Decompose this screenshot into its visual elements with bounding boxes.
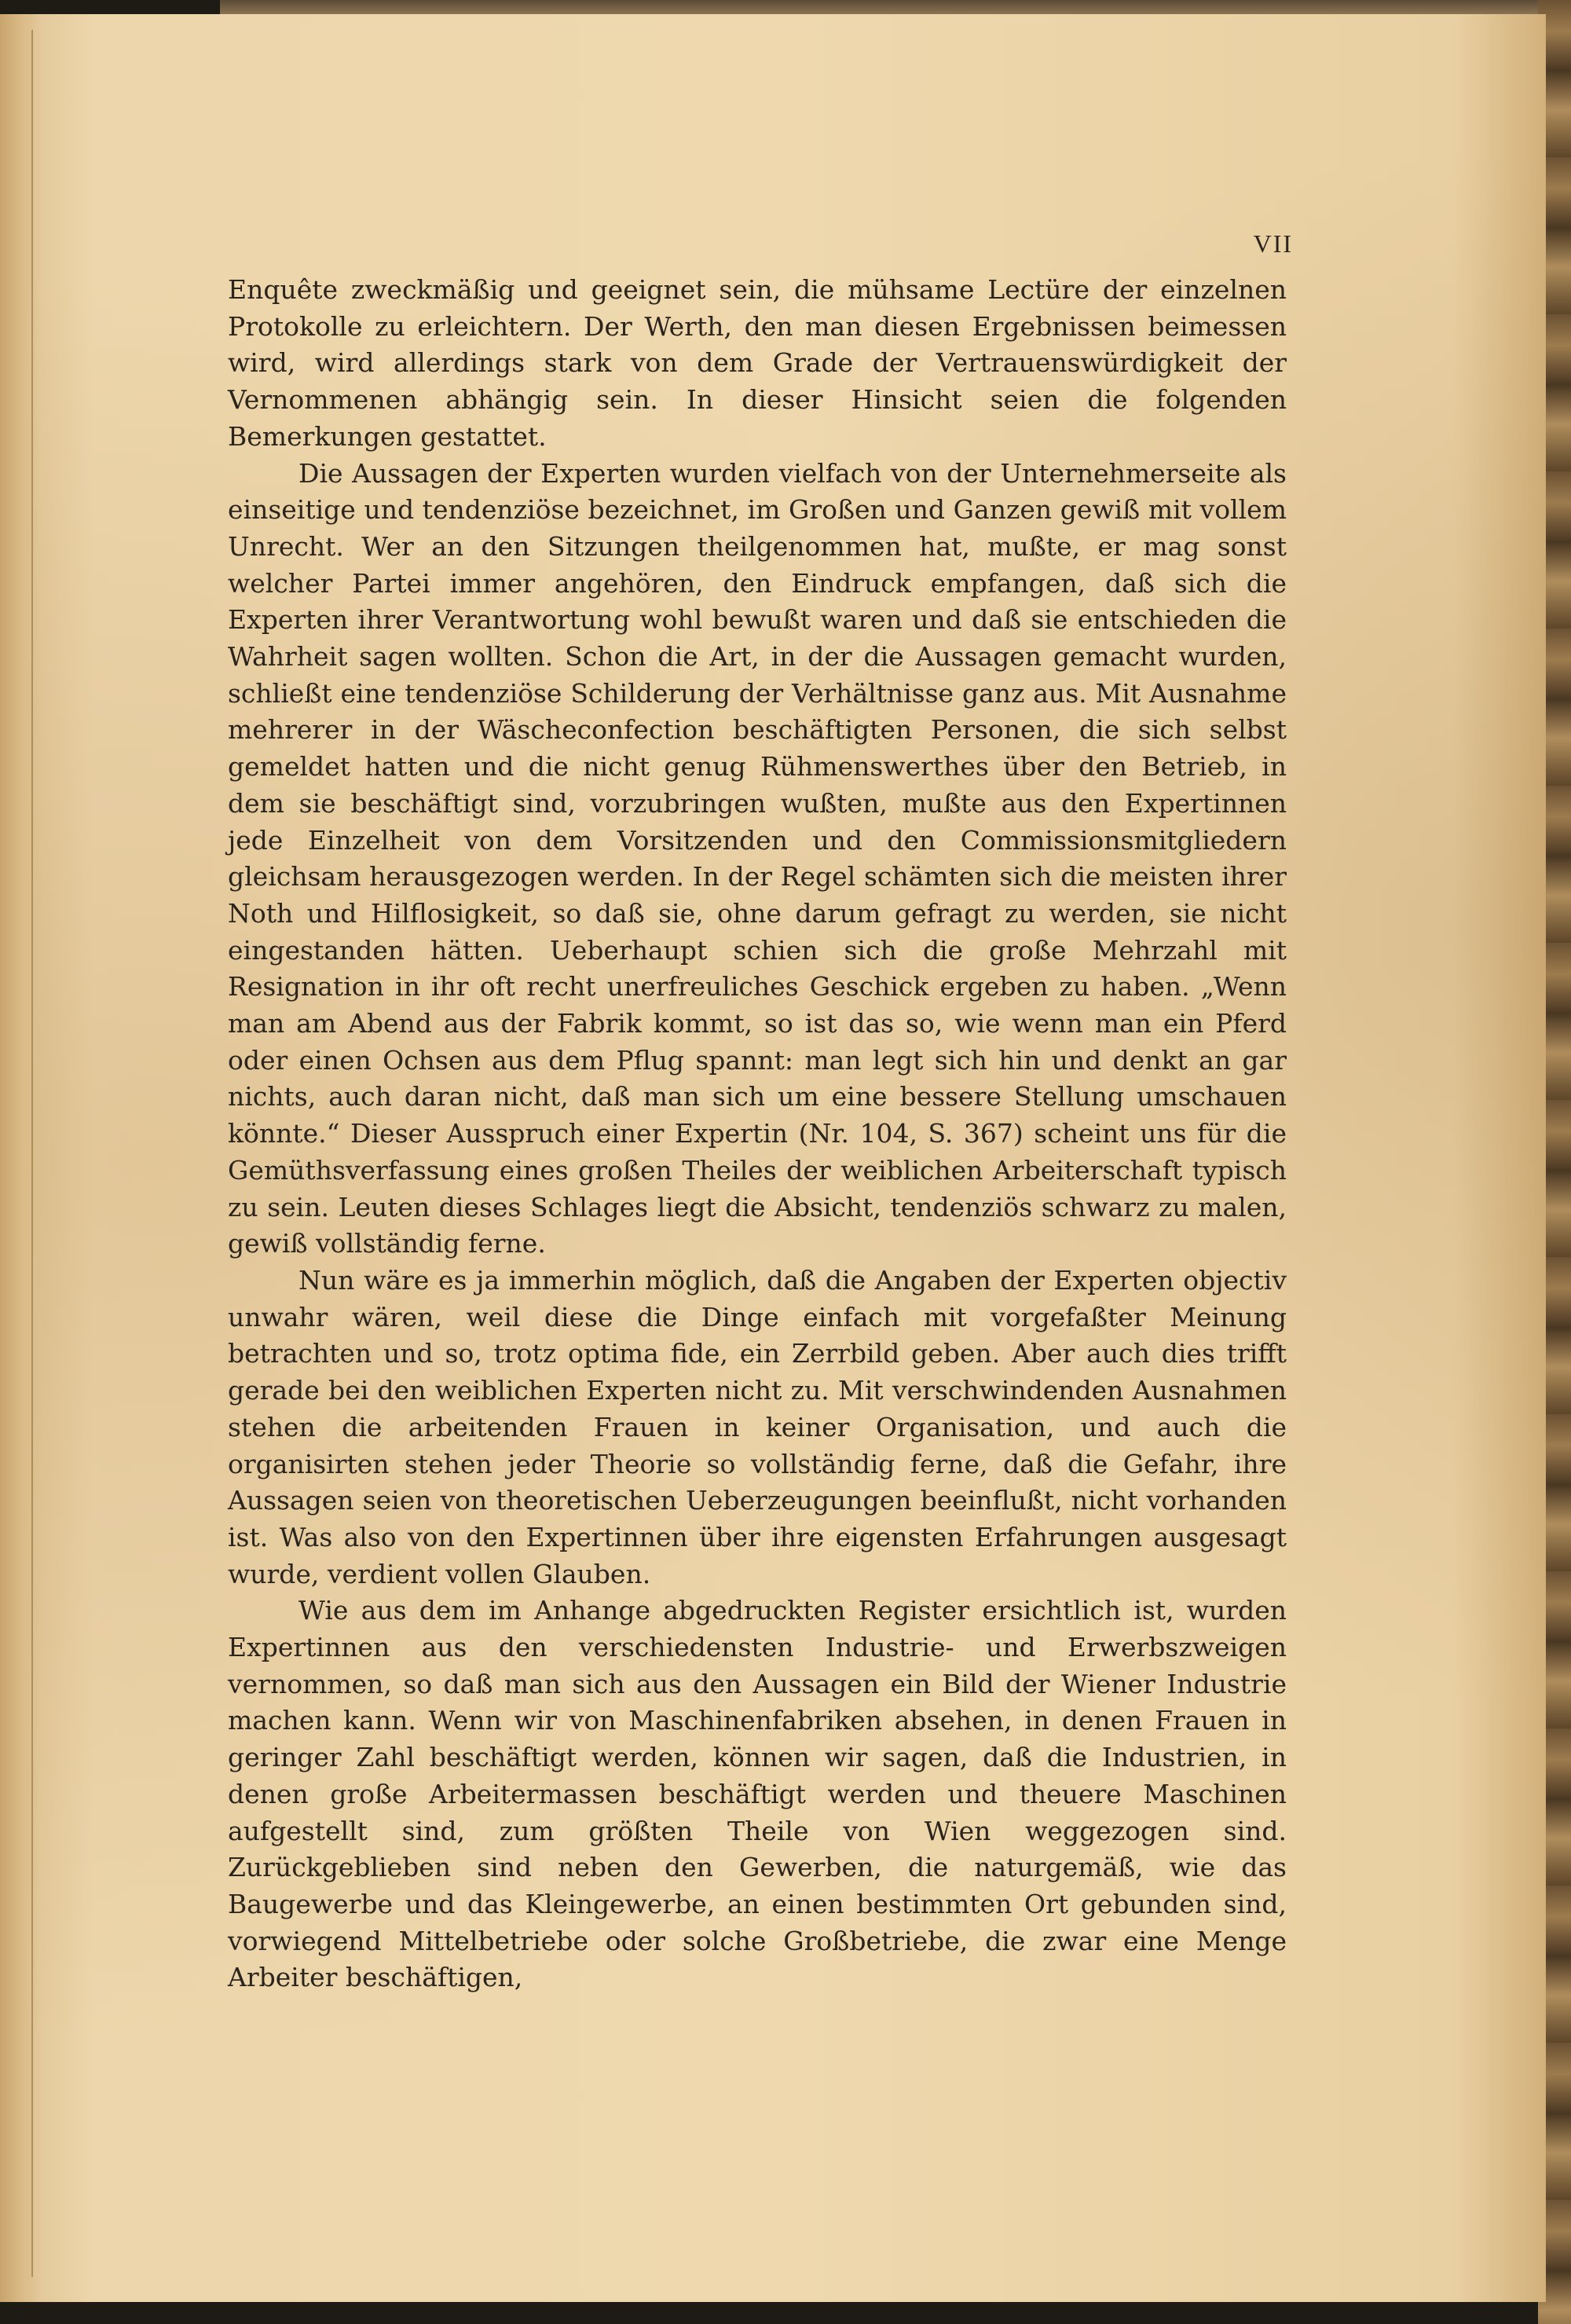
paragraph: Die Aussagen der Experten wurden vielfach von der Unternehmerseite als einseitige und tendenziöse bezeichnet, im Großen und Ganzen gewiß mit vollem Unrecht. Wer an den Sitzungen theilgenommen hat, mußte, er mag sonst welcher Partei immer angehören, den Eindruck empfangen, daß sich die Experten ihrer Verantwortung wohl bewußt waren und daß sie entschieden die Wahrheit sagen wollten. Schon die Art, in der die Aussagen gemacht wurden, schließt eine tendenziöse Schilderung der Verhältnisse ganz aus. Mit Ausnahme mehrerer in der Wäscheconfection beschäftigten Personen, die sich selbst gemeldet hatten und die nicht genug Rühmenswerthes über den Betrieb, in dem sie beschäftigt sind, vorzubringen wußten, mußte aus den Expertinnen jede Einzelheit von dem Vorsitzenden und den Commissionsmitgliedern gleichsam herausgezogen werden. In der Regel schämten sich die meisten ihrer Noth und Hilflosigkeit, so daß sie, ohne darum gefragt zu werden, sie nicht eingestanden hätten. Ueberhaupt schien sich die große Mehrzahl mit Resignation in ihr oft recht unerfreuliches Geschick ergeben zu haben. „Wenn man am Abend aus der Fabrik kommt, so ist das so, wie wenn man ein Pferd oder einen Ochsen aus dem Pflug spannt: man legt sich hin und denkt an gar nichts, auch daran nicht, daß man sich um eine bessere Stellung umschauen könnte.“ Dieser Ausspruch einer Expertin (Nr. 104, S. 367) scheint uns für die Gemüthsverfassung eines großen Theiles der weiblichen Arbeiterschaft typisch zu sein. Leuten dieses Schlages liegt die Absicht, tendenziös schwarz zu malen, gewiß vollständig ferne. [228,457,1287,1259]
paragraph: Enquête zweckmäßig und geeignet sein, die mühsame Lectüre der einzelnen Protokolle zu erleichtern. Der Werth, den man diesen Ergebnissen beimessen wird, wird allerdings stark von dem Grade der Vertrauenswürdigkeit der Vernommenen abhängig sein. In dieser Hinsicht seien die folgenden Bemerkungen gestattet. [228,274,1287,452]
body-text [228,272,1287,1996]
paragraph: Wie aus dem im Anhange abgedruckten Register ersichtlich ist, wurden Expertinnen aus den verschiedensten Industrie- und Erwerbszweigen vernommen, so daß man sich aus den Aussagen ein Bild der Wiener Industrie machen kann. Wenn wir von Maschinenfabriken absehen, in denen Frauen in geringer Zahl beschäftigt werden, können wir sagen, daß die Industrien, in denen große Arbeitermassen beschäftigt werden und theuere Maschinen aufgestellt sind, zum größten Theile von Wien weggezogen sind. Zurückgeblieben sind neben den Gewerben, die naturgemäß, wie das Baugewerbe und das Kleingewerbe, an einen bestimmten Ort gebunden sind, vorwiegend Mittelbetriebe oder solche Großbetriebe, die zwar eine Menge Arbeiter beschäftigen, [228,1595,1287,1993]
paragraph: Nun wäre es ja immerhin möglich, daß die Angaben der Experten objectiv unwahr wären, weil diese die Dinge einfach mit vorgefaßter Meinung betrachten und so, trotz optima fide, ein Zerrbild geben. Aber auch dies trifft gerade bei den weiblichen Experten nicht zu. Mit verschwindenden Ausnahmen stehen die arbeitenden Frauen in keiner Organisation, und auch die organisirten stehen jeder Theorie so vollständig ferne, daß die Gefahr, ihre Aussagen seien von theoretischen Ueberzeugungen beeinflußt, nicht vorhanden ist. Was also von den Expertinnen über ihre eigensten Erfahrungen ausgesagt wurde, verdient vollen Glauben. [228,1264,1287,1589]
book-top-edge [220,0,1540,14]
binding-line [31,30,33,2277]
page-number: VII [1253,229,1293,258]
page-gutter [0,14,41,2302]
